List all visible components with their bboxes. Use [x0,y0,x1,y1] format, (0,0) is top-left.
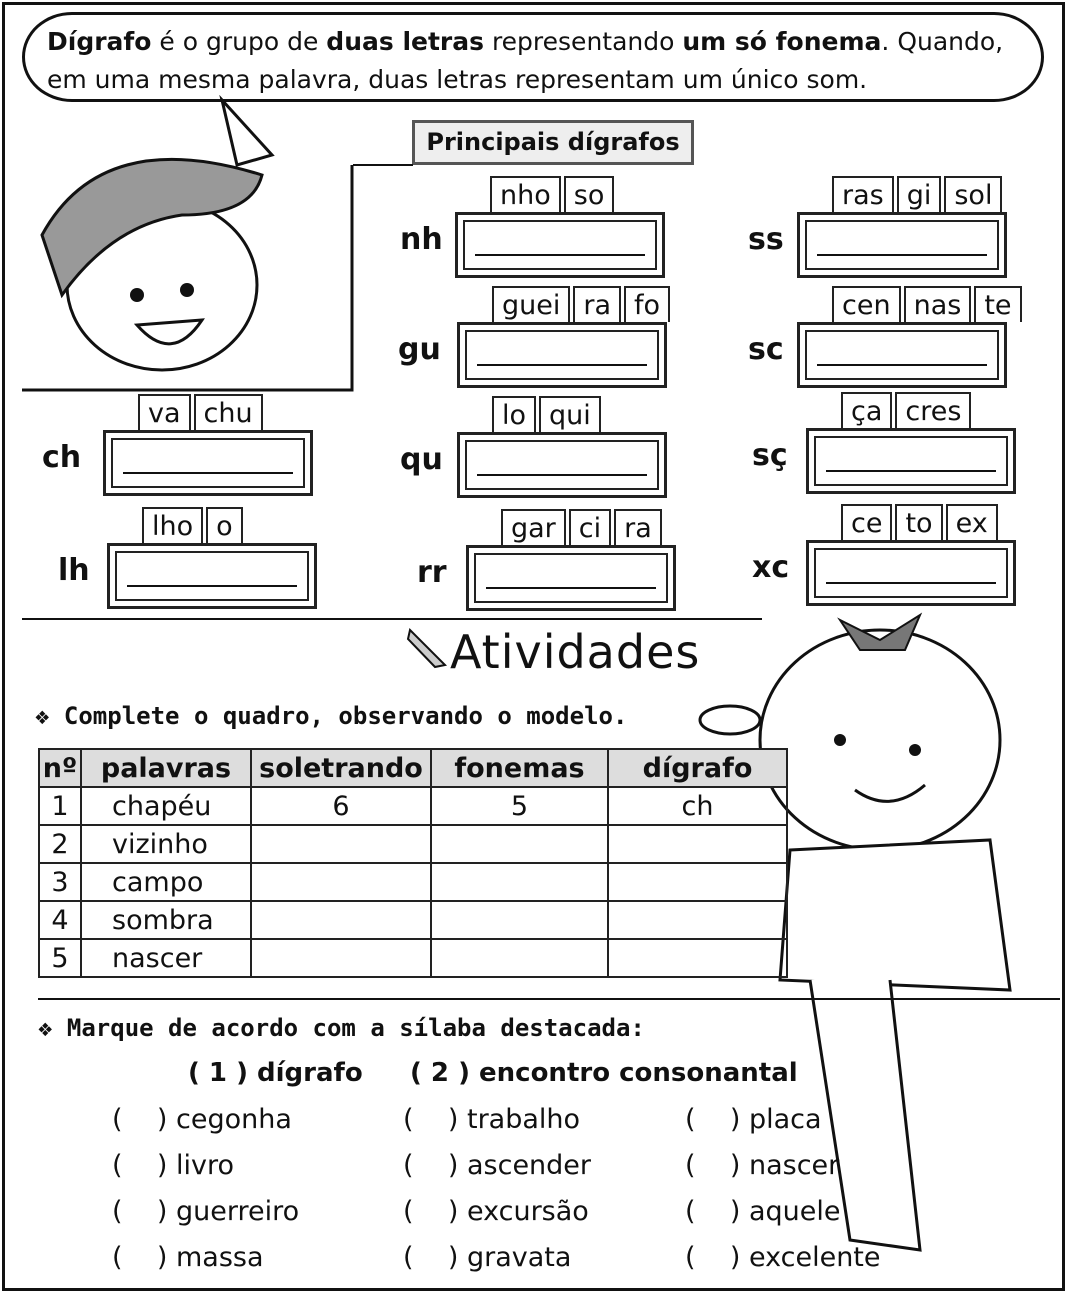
row-phonemes[interactable]: 5 [431,787,608,825]
row-word: vizinho [81,825,251,863]
header-number: nº [39,749,81,787]
item-word: nascer [748,1150,840,1181]
syllable-card: o [206,507,243,543]
answer-box[interactable] [457,432,667,498]
row-number: 2 [39,825,81,863]
mark-item[interactable] [112,1104,292,1135]
answer-box[interactable] [806,540,1016,606]
answer-line[interactable] [463,220,657,270]
syllable-card: te [974,286,1021,322]
syllable-cards [841,392,971,428]
syllable-card: gi [897,176,942,212]
mark-item[interactable] [403,1150,591,1181]
syllable-cards [142,507,243,543]
row-word: campo [81,863,251,901]
digraph-label: xc [752,550,790,585]
digraph-label: lh [58,553,90,588]
mark-item[interactable] [112,1196,299,1227]
legend-digraph: ( 1 ) dígrafo [188,1058,363,1088]
text-bold: duas letras [326,27,484,56]
mark-item[interactable] [112,1242,264,1273]
row-number: 1 [39,787,81,825]
row-word: sombra [81,901,251,939]
syllable-card: cen [832,286,901,322]
pencil-icon [405,625,450,670]
mark-item[interactable] [403,1242,571,1273]
table-row [39,825,787,863]
row-digraph[interactable] [608,901,787,939]
row-number: 3 [39,863,81,901]
mark-item[interactable] [685,1242,881,1273]
answer-parentheses[interactable]: ( ) [685,1242,749,1273]
syllable-card: so [564,176,615,212]
text: representando [484,27,683,56]
syllable-cards [492,286,670,322]
answer-line[interactable] [111,438,305,488]
answer-parentheses[interactable]: ( ) [403,1104,467,1135]
row-spelling[interactable] [251,939,431,977]
answer-parentheses[interactable]: ( ) [403,1242,467,1273]
row-digraph[interactable]: ch [608,787,787,825]
item-word: aquele [748,1196,841,1227]
syllable-card: ra [614,509,662,545]
syllable-card: to [895,504,942,540]
divider [22,618,762,620]
digraph-label: sc [748,332,784,367]
word-table [38,748,788,978]
syllable-cards [832,176,1002,212]
answer-parentheses[interactable]: ( ) [685,1104,749,1135]
table-row [39,787,787,825]
digraph-label: rr [417,555,447,590]
item-word: ascender [466,1150,592,1181]
answer-box[interactable] [797,322,1007,388]
answer-box[interactable] [455,212,665,278]
answer-box[interactable] [457,322,667,388]
answer-line[interactable] [814,436,1008,486]
syllable-card: gar [501,509,566,545]
item-word: cegonha [175,1104,292,1135]
item-word: gravata [466,1242,572,1273]
answer-parentheses[interactable]: ( ) [685,1196,749,1227]
mark-item[interactable] [685,1196,841,1227]
speech-bubble [22,12,1044,102]
row-digraph[interactable] [608,863,787,901]
item-word: trabalho [466,1104,581,1135]
answer-line[interactable] [474,553,668,603]
divider [353,164,413,166]
header-digraph: dígrafo [608,749,787,787]
digraph-label: ch [42,440,82,475]
answer-box[interactable] [806,428,1016,494]
syllable-card: ci [569,509,611,545]
header-words: palavras [81,749,251,787]
row-word: chapéu [81,787,251,825]
table-row [39,901,787,939]
row-word: nascer [81,939,251,977]
term: Dígrafo [47,27,152,56]
row-spelling[interactable]: 6 [251,787,431,825]
answer-line[interactable] [805,220,999,270]
syllable-card: ça [841,392,892,428]
legend-consonant-cluster: ( 2 ) encontro consonantal [410,1058,798,1088]
syllable-card: lo [492,396,536,432]
syllable-card: guei [492,286,570,322]
digraphs-title: Principais dígrafos [412,120,694,165]
syllable-card: cres [895,392,971,428]
syllable-card: chu [194,394,263,430]
row-phonemes[interactable] [431,901,608,939]
header-spelling: soletrando [251,749,431,787]
syllable-card: sol [944,176,1002,212]
syllable-cards [492,396,601,432]
answer-parentheses[interactable]: ( ) [112,1242,176,1273]
item-word: excursão [466,1196,589,1227]
text-bold: um só fonema [682,27,882,56]
answer-box[interactable] [107,543,317,609]
answer-box[interactable] [797,212,1007,278]
mark-item[interactable] [685,1150,839,1181]
header-phonemes: fonemas [431,749,608,787]
syllable-cards [841,504,998,540]
syllable-cards [490,176,614,212]
answer-parentheses[interactable]: ( ) [112,1196,176,1227]
syllable-card: qui [539,396,601,432]
item-word: excelente [748,1242,881,1273]
digraph-label: gu [398,332,441,367]
table-header [39,749,787,787]
table-row [39,863,787,901]
syllable-cards [832,286,1022,322]
row-digraph[interactable] [608,939,787,977]
row-phonemes[interactable] [431,939,608,977]
row-digraph[interactable] [608,825,787,863]
syllable-cards [138,394,263,430]
digraph-label: ss [748,222,784,257]
syllable-card: nho [490,176,561,212]
boy-illustration [22,95,362,395]
answer-parentheses[interactable]: ( ) [685,1150,749,1181]
syllable-card: ras [832,176,894,212]
syllable-card: fo [624,286,670,322]
syllable-card: ra [573,286,621,322]
answer-parentheses[interactable]: ( ) [403,1150,467,1181]
mark-item[interactable] [685,1104,822,1135]
syllable-card: ex [946,504,998,540]
syllable-cards [501,509,662,545]
instruction-complete-table: ❖ Complete o quadro, observando o modelo. [35,702,628,730]
digraph-label: sç [752,438,788,473]
digraph-label: qu [400,442,443,477]
row-phonemes[interactable] [431,863,608,901]
row-phonemes[interactable] [431,825,608,863]
syllable-card: nas [904,286,972,322]
activities-title: Atividades [450,625,701,679]
answer-line[interactable] [465,440,659,490]
syllable-card: lho [142,507,203,543]
syllable-card: ce [841,504,892,540]
instruction-mark: ❖ Marque de acordo com a sílaba destacada: [38,1014,645,1042]
row-number: 4 [39,901,81,939]
mark-item[interactable] [403,1104,580,1135]
divider [38,998,1060,1000]
text: é o grupo de [151,27,327,56]
item-word: placa [748,1104,822,1135]
answer-box[interactable] [466,545,676,611]
table-row [39,939,787,977]
answer-line[interactable] [115,551,309,601]
answer-line[interactable] [814,548,1008,598]
answer-line[interactable] [805,330,999,380]
answer-parentheses[interactable]: ( ) [112,1150,176,1181]
syllable-card: va [138,394,191,430]
row-spelling[interactable] [251,825,431,863]
mark-item[interactable] [112,1150,234,1181]
answer-line[interactable] [465,330,659,380]
answer-box[interactable] [103,430,313,496]
row-spelling[interactable] [251,901,431,939]
answer-parentheses[interactable]: ( ) [403,1196,467,1227]
item-word: guerreiro [175,1196,300,1227]
mark-item[interactable] [403,1196,589,1227]
item-word: livro [175,1150,234,1181]
item-word: massa [175,1242,264,1273]
row-number: 5 [39,939,81,977]
answer-parentheses[interactable]: ( ) [112,1104,176,1135]
row-spelling[interactable] [251,863,431,901]
digraph-label: nh [400,222,443,257]
text: . Quando, em uma mesma palavra, duas letras representam um único som. [47,27,1004,94]
